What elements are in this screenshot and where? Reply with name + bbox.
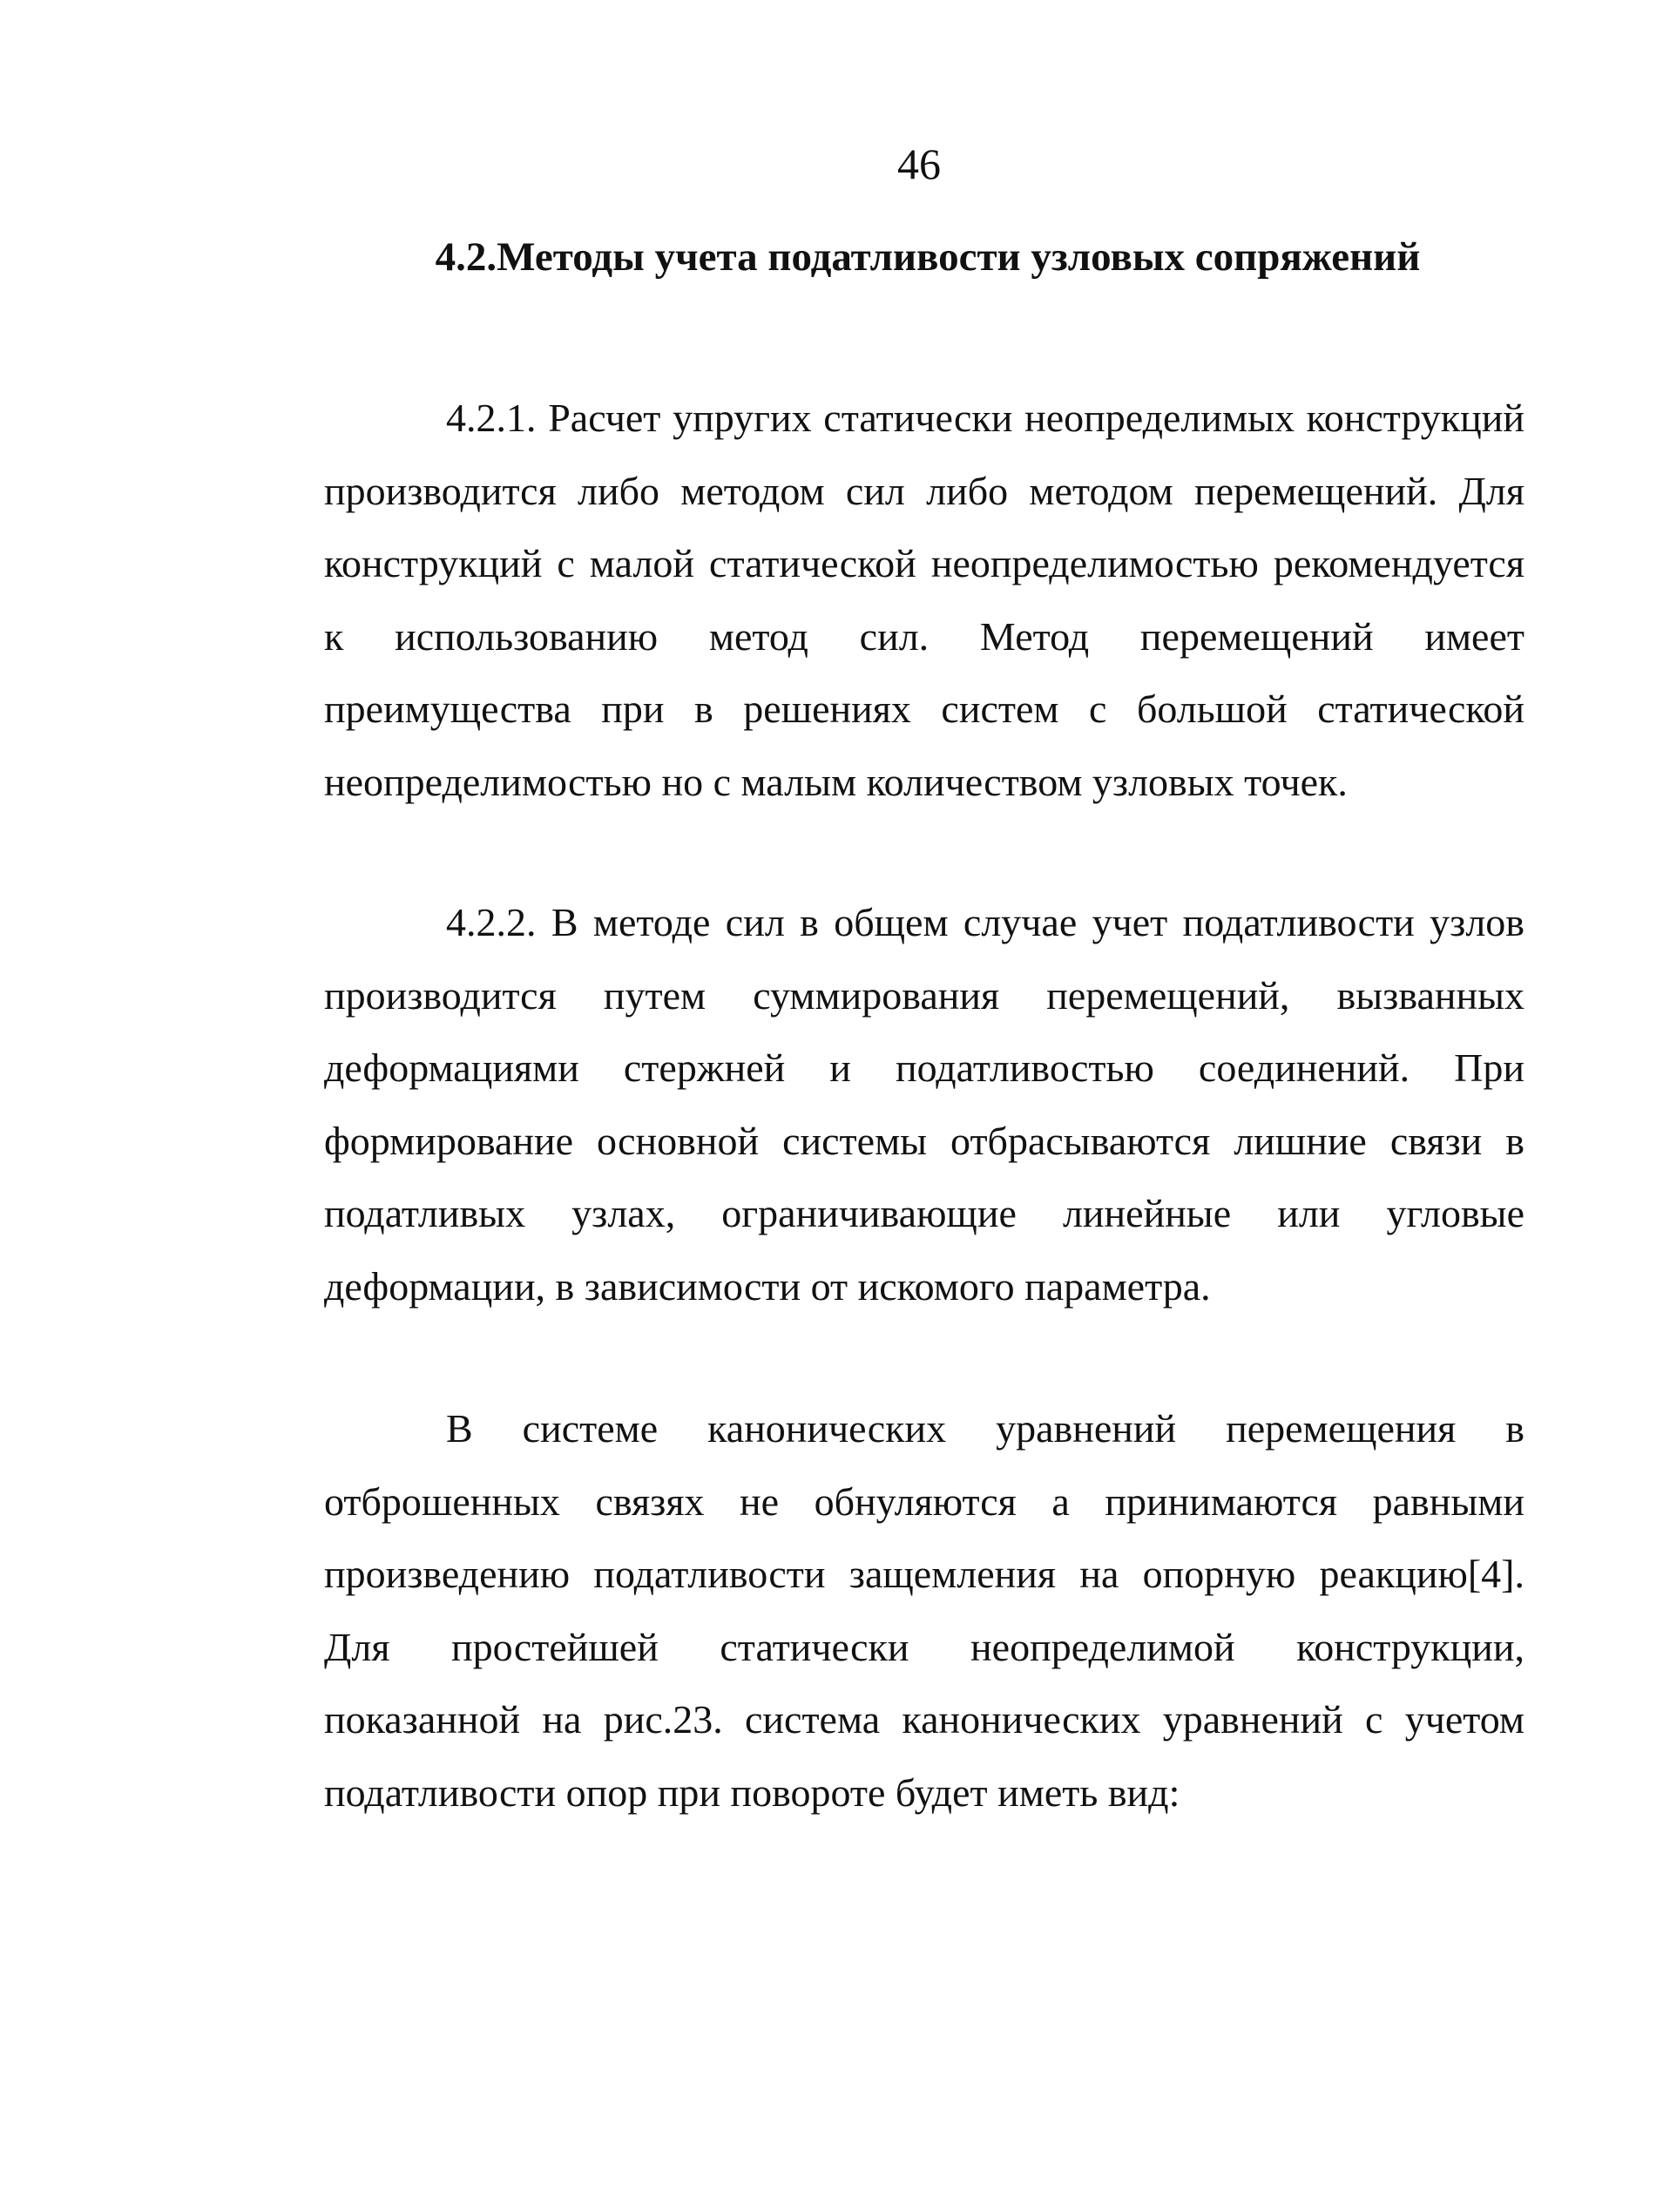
paragraph-4-2-1: 4.2.1. Расчет упругих статически неопределимых конструкций производится либо методом сил либо методом перемещений. Для конструкций с малой статической неопределимостью рекомендуется к использованию метод сил. Метод перемещений имеет преимущества при в решениях систем с большой статической неопределимостью но с малым количеством узловых точек. [324,396,1524,804]
paragraph-4-2-2: 4.2.2. В методе сил в общем случае учет податливости узлов производится путем суммирования перемещений, вызванных деформациями стержней и податливостью соединений. При формирование основной системы отбрасываются лишние связи в податливых узлах, ограничивающие линейные или угловые деформации, в зависимости от искомого параметра. [324,900,1524,1309]
page-number: 46 [897,139,941,188]
paragraph-canonical-equations: В системе канонических уравнений перемещения в отброшенных связях не обнуляются а принимаются равными произведению податливости защемления на опорную реакцию[4]. Для простейшей статически неопределимой конструкции, показанной на рис.23. система канонических уравнений с учетом податливости опор при повороте будет иметь вид: [324,1406,1524,1815]
section-heading: 4.2.Методы учета податливости узловых сопряжений [435,234,1421,280]
